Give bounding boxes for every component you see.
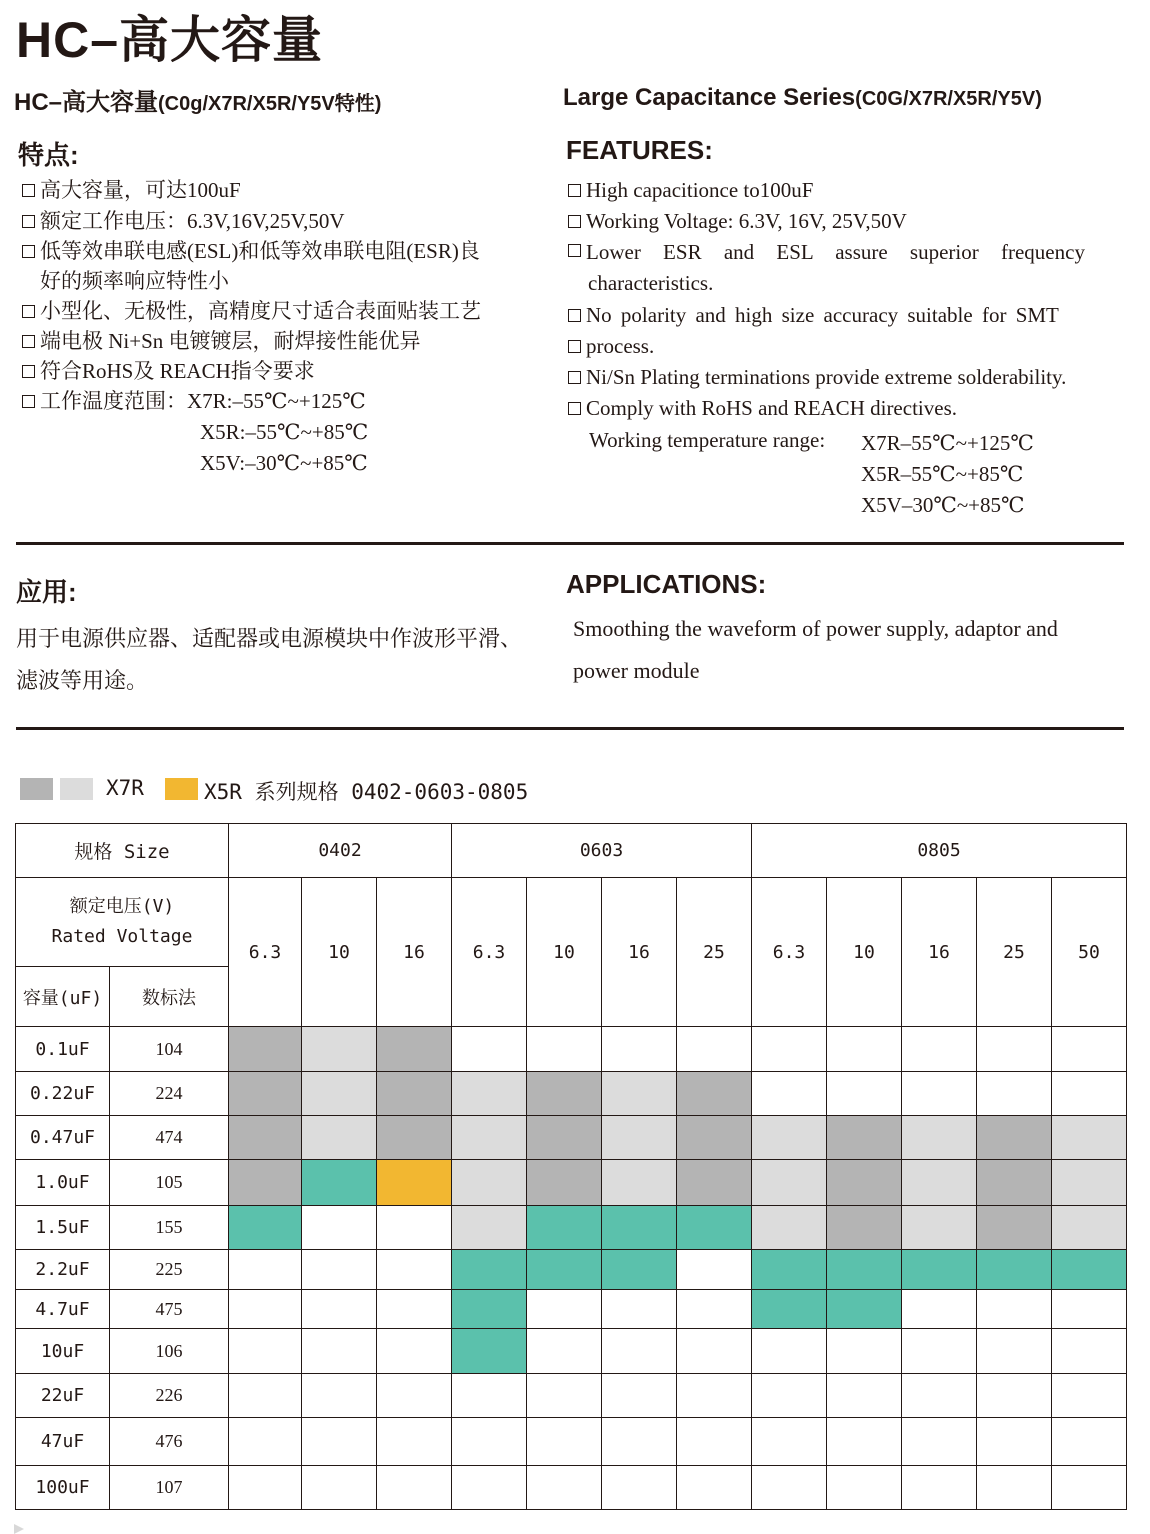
spec-cell-dark xyxy=(527,1160,602,1206)
checkbox-icon xyxy=(568,244,581,257)
spec-cell-empty xyxy=(1052,1374,1127,1418)
spec-cell-empty xyxy=(977,1290,1052,1329)
code-cell: 474 xyxy=(110,1116,229,1160)
checkbox-icon xyxy=(22,335,35,348)
spec-cell-empty xyxy=(377,1329,452,1374)
spec-cell-dark xyxy=(229,1160,302,1206)
legend-x7r-label: X7R xyxy=(106,776,144,800)
spec-cell-light xyxy=(752,1160,827,1206)
feature-cn-item: 高大容量，可达100uF xyxy=(22,175,241,205)
spec-cell-light xyxy=(452,1160,527,1206)
page-title: HC–高大容量 xyxy=(16,12,324,68)
table-row xyxy=(16,1250,1127,1290)
spec-cell-teal xyxy=(827,1250,902,1290)
voltage-0402-10v: 10 xyxy=(302,878,377,1027)
feature-en-item: Ni/Sn Plating terminations provide extreme solderability. xyxy=(568,365,1066,390)
spec-cell-dark xyxy=(977,1206,1052,1250)
checkbox-icon xyxy=(568,184,581,197)
checkbox-icon xyxy=(22,184,35,197)
feature-cn-item-cont: 好的频率响应特性小 xyxy=(40,269,229,293)
en-subtitle-main: Large Capacitance Series xyxy=(563,84,856,111)
corner-mark xyxy=(14,1524,24,1534)
spec-cell-empty xyxy=(229,1418,302,1466)
spec-cell-empty xyxy=(229,1466,302,1510)
voltage-0805-25v: 25 xyxy=(977,878,1052,1027)
spec-cell-dark xyxy=(377,1072,452,1116)
spec-cell-light xyxy=(602,1072,677,1116)
feature-en-temp-label: Working temperature range: xyxy=(589,428,826,452)
spec-cell-empty xyxy=(229,1374,302,1418)
feature-cn-temp-x5r: X5R:–55℃~+85℃ xyxy=(200,420,369,444)
checkbox-icon xyxy=(22,245,35,258)
capacitance-cell: 47uF xyxy=(16,1418,110,1466)
feature-en-item-cont: characteristics. xyxy=(588,271,714,295)
spec-cell-empty xyxy=(302,1206,377,1250)
spec-cell-dark xyxy=(827,1206,902,1250)
spec-cell-empty xyxy=(902,1418,977,1466)
feature-cn-item: 工作温度范围：X7R:–55℃~+125℃ xyxy=(22,386,366,416)
voltage-0402-16v: 16 xyxy=(377,878,452,1027)
spec-cell-empty xyxy=(602,1027,677,1072)
capacitance-cell: 0.1uF xyxy=(16,1027,110,1072)
code-cell: 106 xyxy=(110,1329,229,1374)
applications-en-line2: power module xyxy=(573,658,700,683)
spec-cell-empty xyxy=(827,1329,902,1374)
checkbox-icon xyxy=(22,395,35,408)
checkbox-icon xyxy=(22,365,35,378)
capacitance-cell: 4.7uF xyxy=(16,1290,110,1329)
legend-swatch-x5r xyxy=(165,778,198,800)
table-row xyxy=(16,1072,1127,1116)
cn-subtitle xyxy=(14,82,381,117)
legend-swatch-x7r-dark xyxy=(20,778,53,800)
size-0805: 0805 xyxy=(752,824,1127,878)
spec-cell-dark xyxy=(827,1160,902,1206)
voltage-0805-6v3: 6.3 xyxy=(752,878,827,1027)
code-label: 数标法 xyxy=(110,967,229,1027)
checkbox-icon xyxy=(568,402,581,415)
spec-cell-empty xyxy=(452,1374,527,1418)
spec-cell-empty xyxy=(752,1466,827,1510)
spec-cell-empty xyxy=(752,1329,827,1374)
feature-en-item: process. xyxy=(568,334,654,359)
spec-cell-empty xyxy=(827,1418,902,1466)
capacitance-cell: 100uF xyxy=(16,1466,110,1510)
spec-cell-empty xyxy=(452,1466,527,1510)
size-0603: 0603 xyxy=(452,824,752,878)
voltage-0603-10v: 10 xyxy=(527,878,602,1027)
spec-cell-empty xyxy=(902,1329,977,1374)
feature-en-item: No polarity and high size accuracy suitable for SMT xyxy=(568,303,1059,328)
spec-cell-light xyxy=(452,1206,527,1250)
spec-cell-empty xyxy=(752,1027,827,1072)
spec-cell-empty xyxy=(677,1466,752,1510)
spec-cell-empty xyxy=(677,1290,752,1329)
spec-cell-dark xyxy=(527,1116,602,1160)
code-cell: 225 xyxy=(110,1250,229,1290)
feature-en-temp-x5r: X5R–55℃~+85℃ xyxy=(861,462,1024,486)
spec-cell-empty xyxy=(1052,1329,1127,1374)
en-subtitle-small: (C0G/X7R/X5R/Y5V) xyxy=(855,88,1042,110)
spec-cell-light xyxy=(452,1072,527,1116)
en-subtitle xyxy=(563,84,1042,112)
spec-cell-teal xyxy=(902,1250,977,1290)
spec-cell-empty xyxy=(1052,1290,1127,1329)
spec-cell-teal xyxy=(452,1250,527,1290)
spec-cell-empty xyxy=(977,1418,1052,1466)
voltage-0805-16v: 16 xyxy=(902,878,977,1027)
code-cell: 105 xyxy=(110,1160,229,1206)
spec-cell-empty xyxy=(302,1250,377,1290)
feature-en-temp-x5v: X5V–30℃~+85℃ xyxy=(861,493,1025,517)
spec-cell-empty xyxy=(302,1418,377,1466)
size-label: 规格 Size xyxy=(16,824,229,878)
spec-cell-teal xyxy=(977,1250,1052,1290)
spec-cell-empty xyxy=(377,1374,452,1418)
spec-cell-light xyxy=(1052,1116,1127,1160)
spec-cell-empty xyxy=(602,1329,677,1374)
spec-cell-empty xyxy=(377,1206,452,1250)
spec-cell-empty xyxy=(827,1374,902,1418)
table-row xyxy=(16,1160,1127,1206)
capacitance-cell: 0.47uF xyxy=(16,1116,110,1160)
spec-cell-light xyxy=(1052,1160,1127,1206)
spec-cell-light xyxy=(902,1206,977,1250)
applications-en-heading: APPLICATIONS: xyxy=(566,569,767,599)
spec-cell-dark xyxy=(377,1027,452,1072)
checkbox-icon xyxy=(22,305,35,318)
feature-en-item: Comply with RoHS and REACH directives. xyxy=(568,396,957,421)
spec-cell-empty xyxy=(302,1290,377,1329)
code-cell: 107 xyxy=(110,1466,229,1510)
applications-cn-heading: 应用: xyxy=(16,577,77,607)
rated-voltage-cn: 额定电压(V) xyxy=(69,896,175,917)
spec-cell-empty xyxy=(302,1329,377,1374)
spec-cell-empty xyxy=(602,1290,677,1329)
spec-cell-empty xyxy=(752,1374,827,1418)
spec-cell-empty xyxy=(377,1290,452,1329)
spec-cell-teal xyxy=(752,1250,827,1290)
spec-cell-empty xyxy=(527,1027,602,1072)
spec-cell-empty xyxy=(977,1329,1052,1374)
spec-cell-empty xyxy=(902,1374,977,1418)
spec-cell-empty xyxy=(527,1418,602,1466)
voltage-0603-16v: 16 xyxy=(602,878,677,1027)
rated-voltage-label xyxy=(16,878,229,967)
code-cell: 224 xyxy=(110,1072,229,1116)
voltage-0603-25v: 25 xyxy=(677,878,752,1027)
spec-cell-teal xyxy=(302,1160,377,1206)
feature-en-item: High capacitionce to100uF xyxy=(568,178,813,203)
spec-cell-empty xyxy=(602,1466,677,1510)
table-row xyxy=(16,1290,1127,1329)
voltage-0805-10v: 10 xyxy=(827,878,902,1027)
table-row xyxy=(16,1329,1127,1374)
spec-cell-empty xyxy=(677,1250,752,1290)
size-header-row xyxy=(16,824,1127,878)
spec-cell-light xyxy=(602,1116,677,1160)
spec-cell-dark xyxy=(229,1116,302,1160)
spec-cell-empty xyxy=(302,1466,377,1510)
spec-cell-empty xyxy=(677,1374,752,1418)
spec-cell-light xyxy=(1052,1206,1127,1250)
table-row xyxy=(16,1374,1127,1418)
code-cell: 475 xyxy=(110,1290,229,1329)
code-cell: 476 xyxy=(110,1418,229,1466)
code-cell: 226 xyxy=(110,1374,229,1418)
voltage-0402-6v3: 6.3 xyxy=(229,878,302,1027)
feature-cn-item: 符合RoHS及 REACH指令要求 xyxy=(22,356,315,386)
checkbox-icon xyxy=(568,340,581,353)
spec-cell-empty xyxy=(527,1466,602,1510)
capacitance-cell: 2.2uF xyxy=(16,1250,110,1290)
legend-swatch-x7r-light xyxy=(60,778,93,800)
spec-cell-dark xyxy=(377,1116,452,1160)
spec-cell-empty xyxy=(827,1027,902,1072)
spec-table xyxy=(15,823,1127,1510)
feature-cn-item: 小型化、无极性，高精度尺寸适合表面贴装工艺 xyxy=(22,296,481,326)
spec-cell-dark xyxy=(229,1027,302,1072)
spec-cell-light xyxy=(302,1072,377,1116)
features-en-heading: FEATURES: xyxy=(566,135,713,165)
spec-cell-empty xyxy=(452,1027,527,1072)
applications-cn-line1: 用于电源供应器、适配器或电源模块中作波形平滑、 xyxy=(16,626,523,651)
spec-cell-teal xyxy=(229,1206,302,1250)
feature-cn-item: 端电极 Ni+Sn 电镀镀层，耐焊接性能优异 xyxy=(22,326,421,356)
code-cell: 155 xyxy=(110,1206,229,1250)
feature-cn-item: 额定工作电压：6.3V,16V,25V,50V xyxy=(22,206,345,236)
spec-cell-light xyxy=(902,1160,977,1206)
checkbox-icon xyxy=(568,309,581,322)
spec-cell-dark xyxy=(677,1116,752,1160)
voltage-0805-50v: 50 xyxy=(1052,878,1127,1027)
spec-cell-teal xyxy=(677,1206,752,1250)
applications-en-line1: Smoothing the waveform of power supply, adaptor and xyxy=(573,616,1058,641)
spec-cell-teal xyxy=(602,1206,677,1250)
spec-cell-empty xyxy=(1052,1072,1127,1116)
spec-cell-empty xyxy=(977,1072,1052,1116)
spec-cell-empty xyxy=(677,1329,752,1374)
features-cn-heading: 特点: xyxy=(18,140,79,170)
spec-cell-teal xyxy=(752,1290,827,1329)
cn-subtitle-small: (C0g/X7R/X5R/Y5V特性) xyxy=(158,93,382,115)
divider xyxy=(16,542,1124,545)
spec-cell-empty xyxy=(827,1072,902,1116)
spec-cell-empty xyxy=(1052,1466,1127,1510)
legend-x5r-label: X5R 系列规格 0402-0603-0805 xyxy=(204,780,529,804)
spec-cell-teal xyxy=(527,1206,602,1250)
spec-cell-empty xyxy=(1052,1027,1127,1072)
spec-cell-empty xyxy=(677,1027,752,1072)
spec-cell-light xyxy=(302,1027,377,1072)
spec-cell-dark xyxy=(677,1072,752,1116)
spec-cell-empty xyxy=(977,1466,1052,1510)
cap-label: 容量(uF) xyxy=(16,967,110,1027)
spec-cell-empty xyxy=(229,1290,302,1329)
capacitance-cell: 10uF xyxy=(16,1329,110,1374)
checkbox-icon xyxy=(568,215,581,228)
spec-cell-light xyxy=(452,1116,527,1160)
code-cell: 104 xyxy=(110,1027,229,1072)
spec-cell-dark xyxy=(827,1116,902,1160)
spec-cell-dark xyxy=(527,1072,602,1116)
spec-cell-empty xyxy=(902,1027,977,1072)
feature-en-item: Lower ESR and ESL assure superior frequency xyxy=(568,240,1123,265)
spec-cell-teal xyxy=(452,1329,527,1374)
checkbox-icon xyxy=(568,371,581,384)
table-row xyxy=(16,1418,1127,1466)
spec-cell-empty xyxy=(902,1290,977,1329)
voltage-header-row xyxy=(16,878,1127,967)
spec-cell-empty xyxy=(902,1466,977,1510)
feature-cn-item: 低等效串联电感(ESL)和低等效串联电阻(ESR)良 xyxy=(22,236,480,266)
spec-cell-empty xyxy=(527,1290,602,1329)
table-row xyxy=(16,1116,1127,1160)
spec-cell-dark xyxy=(977,1160,1052,1206)
spec-cell-empty xyxy=(902,1072,977,1116)
spec-cell-empty xyxy=(977,1374,1052,1418)
capacitance-cell: 22uF xyxy=(16,1374,110,1418)
spec-cell-empty xyxy=(752,1418,827,1466)
spec-cell-empty xyxy=(752,1072,827,1116)
applications-cn-line2: 滤波等用途。 xyxy=(16,668,149,693)
cn-subtitle-main: HC–高大容量 xyxy=(14,89,159,116)
spec-cell-empty xyxy=(527,1374,602,1418)
spec-cell-empty xyxy=(677,1418,752,1466)
spec-cell-light xyxy=(752,1116,827,1160)
size-0402: 0402 xyxy=(229,824,452,878)
spec-cell-dark xyxy=(977,1116,1052,1160)
checkbox-icon xyxy=(22,215,35,228)
spec-cell-empty xyxy=(229,1250,302,1290)
spec-cell-empty xyxy=(527,1329,602,1374)
spec-cell-empty xyxy=(602,1418,677,1466)
table-row xyxy=(16,1206,1127,1250)
spec-cell-yellow xyxy=(377,1160,452,1206)
spec-cell-empty xyxy=(377,1250,452,1290)
table-row xyxy=(16,1027,1127,1072)
capacitance-cell: 1.5uF xyxy=(16,1206,110,1250)
spec-cell-light xyxy=(752,1206,827,1250)
spec-cell-dark xyxy=(229,1072,302,1116)
capacitance-cell: 0.22uF xyxy=(16,1072,110,1116)
spec-cell-teal xyxy=(527,1250,602,1290)
capacitance-cell: 1.0uF xyxy=(16,1160,110,1206)
spec-cell-dark xyxy=(677,1160,752,1206)
rated-voltage-en: Rated Voltage xyxy=(51,926,193,947)
spec-cell-empty xyxy=(377,1418,452,1466)
spec-cell-empty xyxy=(377,1466,452,1510)
feature-en-item: Working Voltage: 6.3V, 16V, 25V,50V xyxy=(568,209,907,234)
spec-cell-teal xyxy=(1052,1250,1127,1290)
voltage-0603-6v3: 6.3 xyxy=(452,878,527,1027)
spec-cell-teal xyxy=(452,1290,527,1329)
spec-cell-empty xyxy=(977,1027,1052,1072)
spec-cell-teal xyxy=(827,1290,902,1329)
feature-en-temp-x7r: X7R–55℃~+125℃ xyxy=(861,431,1034,455)
spec-cell-light xyxy=(902,1116,977,1160)
divider xyxy=(16,727,1124,730)
spec-cell-empty xyxy=(229,1329,302,1374)
spec-cell-light xyxy=(602,1160,677,1206)
spec-cell-empty xyxy=(1052,1418,1127,1466)
spec-cell-empty xyxy=(302,1374,377,1418)
spec-cell-empty xyxy=(827,1466,902,1510)
spec-cell-empty xyxy=(602,1374,677,1418)
spec-cell-light xyxy=(302,1116,377,1160)
feature-cn-temp-x5v: X5V:–30℃~+85℃ xyxy=(200,451,368,475)
spec-cell-teal xyxy=(602,1250,677,1290)
table-row xyxy=(16,1466,1127,1510)
spec-cell-empty xyxy=(452,1418,527,1466)
